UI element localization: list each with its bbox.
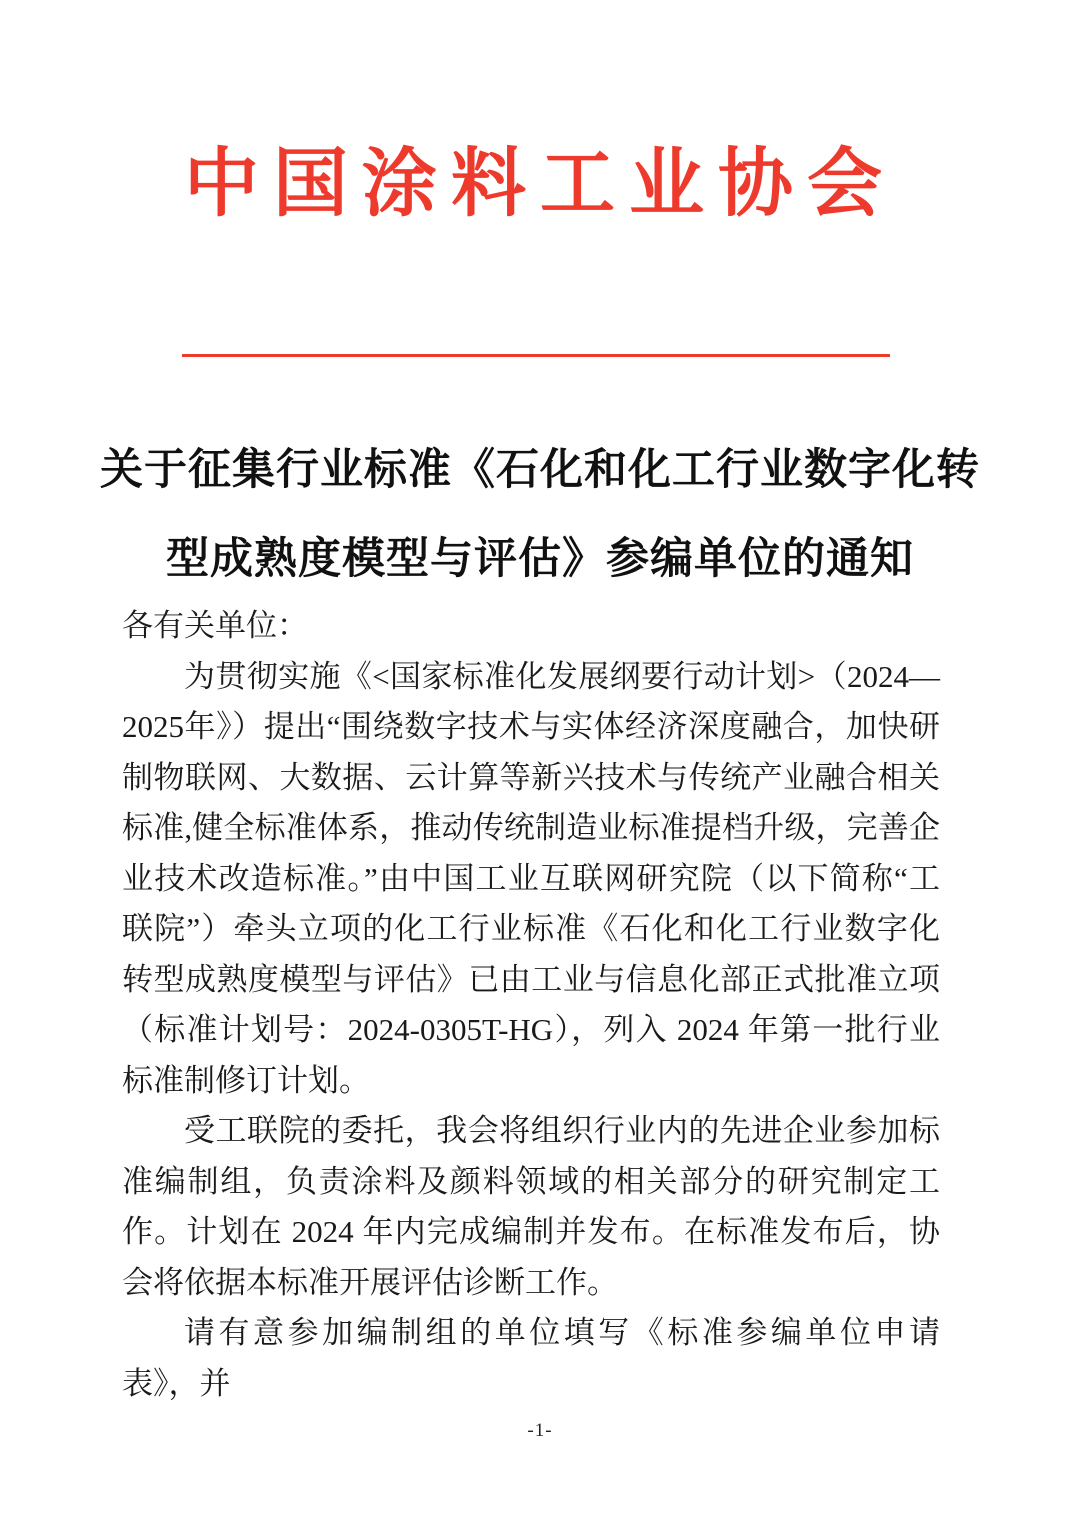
page-number: -1- xyxy=(527,1420,553,1441)
document-title xyxy=(60,426,1020,604)
letterhead-divider xyxy=(182,354,890,357)
org-letterhead: 中国涂料工业协会 xyxy=(183,143,896,226)
document-title-line1: 关于征集行业标准《石化和化工行业数字化转 xyxy=(100,447,980,494)
document-body xyxy=(122,601,940,1409)
paragraph-1: 为贯彻实施《<国家标准化发展纲要行动计划>（2024—2025年》）提出“围绕数字技术与实体经济深度融合，加快研制物联网、大数据、云计算等新兴技术与传统产业融合相关标准,健全标准体系，推动传统制造业标准提档升级，完善企业技术改造标准。”由中国工业互联网研究院（以下简称“工联院”）牵头立项的化工行业标准《石化和化工行业数字化转型成熟度模型与评估》已由工业与信息化部正式批准立项（标准计划号：2024-0305T-HG），列入 2024 年第一批行业标准制修订计划。 xyxy=(122,658,940,1098)
salutation: 各有关单位： xyxy=(122,608,308,643)
paragraph-2: 受工联院的委托，我会将组织行业内的先进企业参加标准编制组，负责涂料及颜料领域的相关部分的研究制定工作。计划在 2024 年内完成编制并发布。在标准发布后，协会将依据本标准开展评估诊断工作。 xyxy=(122,1113,940,1300)
document-title-line2: 型成熟度模型与评估》参编单位的通知 xyxy=(166,536,914,583)
paragraph-3: 请有意参加编制组的单位填写《标准参编单位申请表》，并 xyxy=(122,1315,940,1401)
